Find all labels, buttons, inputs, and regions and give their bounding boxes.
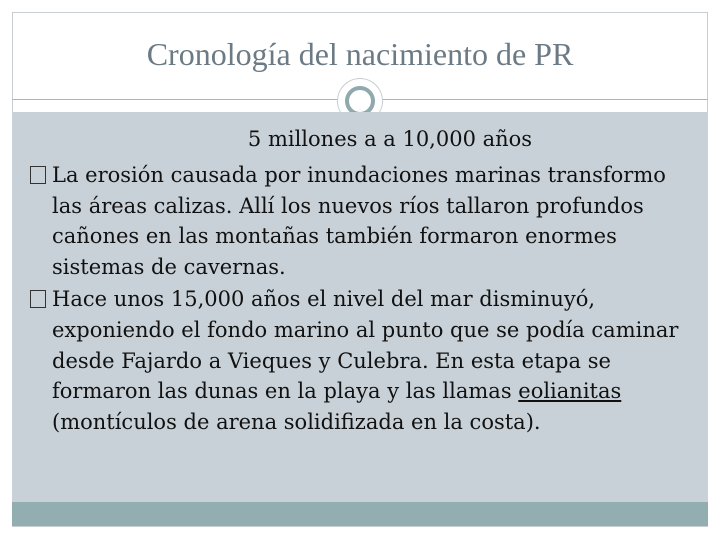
- bullet-box-icon: [30, 166, 46, 184]
- section-heading: 5 millones a a 10,000 años: [247, 127, 533, 151]
- bullet-text: La erosión causada por inundaciones marinas transformo las áreas calizas. Allí los nuevos ríos tallaron profundos cañones en las montañas también formaron enormes sistemas de cavernas.: [52, 163, 666, 279]
- bullet-item: [30, 284, 700, 437]
- bullet-item: [30, 160, 700, 282]
- bullet-text: Hace unos 15,000 años el nivel del mar disminuyó, exponiendo el fondo marino al punto que se podía caminar desde Fajardo a Vieques y Culebra. En esta etapa se formaron las dunas en la playa y las llamas: [52, 287, 679, 404]
- title-divider-right: [382, 99, 708, 100]
- title-divider-left: [12, 99, 338, 100]
- slide-content: [30, 124, 700, 437]
- underlined-term: eolianitas: [518, 379, 622, 404]
- slide-title: Cronología del nacimiento de PR: [146, 36, 574, 72]
- footer-bar: [12, 502, 708, 526]
- bullet-text-continued: (montículos de arena solidifizada en la costa).: [52, 409, 541, 434]
- bullet-box-icon: [30, 290, 46, 308]
